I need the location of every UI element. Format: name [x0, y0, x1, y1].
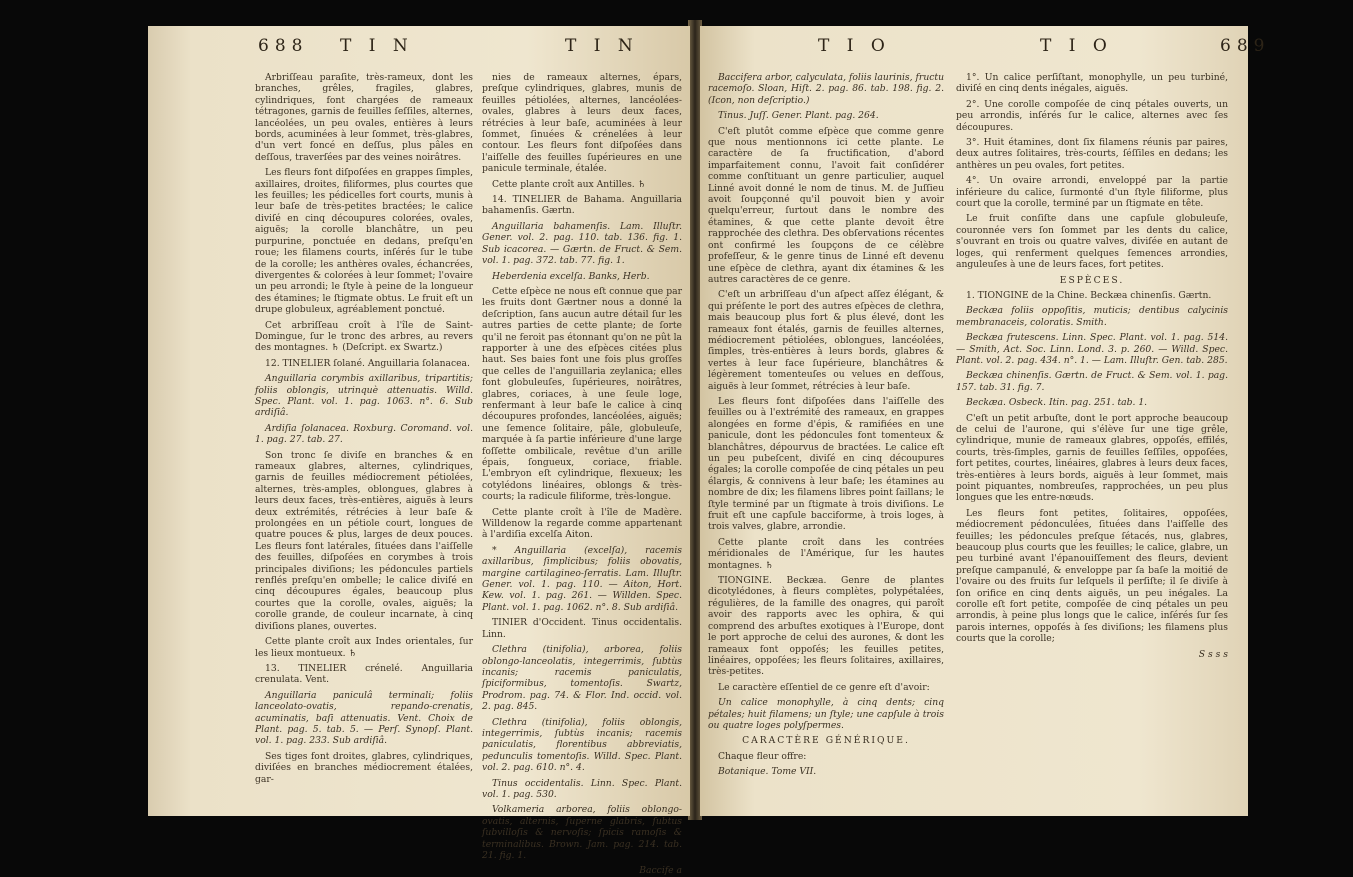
paragraph: Chaque fleur offre:: [718, 750, 807, 762]
paragraph: TIONGINE. Beckæa. Genre de plantes dicotylédones, à fleurs complètes, polypétalées, régulières, de la famille des onagres, qui paroît avoir des rapports avec les ophira, & qui comprend des arbuſtes exotiques à l'Europe, dont le port approche de celui des aurones, & dont les rameaux font oppoſés; les feuilles petites, linéaires, oppoſées; les fleurs ſolitaires, axillaires, très-petites.: [708, 575, 944, 678]
paragraph: Les fleurs font diſpoſées en grappes ſimples, axillaires, droites, filiformes, plus courtes que les feuilles; les pédicelles fort courts, munis à leur baſe de très-petites bractées; le calice diviſé en cinq découpures colorées, ovales, aiguës; la corolle blanchâtre, un peu purpurine, ponctuée en dedans, preſqu'en roue; les filamens courts, inſérés ſur le tube de la corolle; les anthères ovales, échancrées, divergentes & colorées à leur ſommet; l'ovaire un peu arrondi; le ſtyle à peine de la longueur des étamines; le ſtigmate obtus. Le fruit eſt un drupe globuleux, agréablement ponctué.: [255, 167, 473, 316]
left-page-column-1: [255, 72, 473, 785]
paragraph: Les fleurs font diſpoſées dans l'aiſſelle des feuilles ou à l'extrémité des rameaux, en grappes alongées en forme d'épis, & ramifiées en une panicule, dont les pédoncules font tomenteux & blanchâtres, dépourvus de bractées. Le calice eſt un peu pubeſcent, diviſé en cinq découpures égales; la corolle compoſée de cinq pétales un peu élargis, & connivens à leur baſe; les étamines au nombre de dix; les filamens libres point ſaillans; le ſtyle terminé par un ſtigmate à trois diviſions. Le fruit eſt une capſule bacciforme, à trois loges, à trois valves, glabre, arrondie.: [708, 395, 944, 533]
citation: Clethra (tinifolia), foliis oblongis, integerrimis, ſubtùs incanis; racemis paniculatis, florentibus abbreviatis, pedunculis tomentoſis. Willd. Spec. Plant. vol. 2. pag. 610. n°. 4.: [482, 716, 682, 774]
paragraph: Un calice monophylle, à cinq dents; cinq pétales; huit filamens; un ſtyle; une capſule à trois ou quatre loges polyſpermes.: [708, 697, 944, 731]
paragraph: Ses tiges font droites, glabres, cylindriques, diviſées en branches médiocrement étalées, gar-: [255, 750, 473, 785]
paragraph: C'eſt un arbriſſeau d'un aſpect aſſez élégant, & qui préſente le port des autres eſpèces de clethra, mais beaucoup plus fort & plus élevé, dont les rameaux font étalés, garnis de feuilles alternes, médiocrement pétiolées, oblongues, lancéolées, ſimples, très-entières à leurs bords, glabres & vertes à leur face ſupérieure, blanchâtres & légèrement tomenteuſes ou velues en deſſous, aiguës à leur ſommet, rétrécies à leur baſe.: [708, 289, 944, 392]
entry-heading: 14. TINELIER de Bahama. Anguillaria bahamenſis. Gærtn.: [482, 194, 682, 217]
left-running-title-1: T I N: [340, 36, 414, 56]
paragraph: Cette plante croît à l'île de Madère. Willdenow la regarde comme appartenant à l'ardiſia excelſa Aiton.: [482, 506, 682, 541]
entry-heading: 1. TIONGINE de la Chine. Beckæa chinenſis. Gærtn.: [966, 289, 1212, 301]
paragraph: Les fleurs font petites, ſolitaires, oppoſées, médiocrement pédonculées, ſituées dans l'aiſſelle des feuilles; les pédoncules preſque ſétacés, nus, glabres, beaucoup plus courts que les feuilles; le calice, glabre, un peu turbiné avant l'épanouiſſement des fleurs, devient preſque campanulé, & enveloppe par ſa baſe la moitié de l'ovaire ou des fruits ſur leſquels il perſiſte; il ſe diviſe à ſon orifice en cinq dents aiguës, un peu inégales. La corolle eſt fort petite, compoſée de cinq pétales un peu arrondis, à peine plus longs que le calice, inſérés ſur ſes parois internes, oppoſés à ſes diviſions; les filamens plus courts que la corolle;: [956, 507, 1228, 645]
citation: Anguillaria paniculâ terminali; foliis lanceolato-ovatis, repando-crenatis, acuminatis, baſi attenuatis. Vent. Choix de Plant. pag. 5. tab. 5. — Perſ. Synopſ. Plant. vol. 1. pag. 233. Sub ardiſiâ.: [255, 689, 473, 747]
left-page-column-2: [482, 72, 682, 877]
left-running-title-2: T I N: [565, 36, 639, 56]
paragraph: 2°. Une corolle compoſée de cinq pétales ouverts, un peu arrondis, inſérés ſur le calice, alternes avec ſes découpures.: [956, 98, 1228, 133]
paragraph: Cette plante croît dans les contrées méridionales de l'Amérique, ſur les hautes montagnes. ♄: [708, 536, 944, 571]
paragraph: Le caractère eſſentiel de ce genre eſt d'avoir:: [718, 681, 930, 693]
right-running-title-2: T I O: [1040, 36, 1113, 56]
citation: Beckæa. Osbeck. Itin. pag. 251. tab. 1.: [966, 397, 1148, 409]
catchword: Baccife a: [639, 865, 682, 877]
signature-mark: S s s s: [1198, 648, 1228, 660]
paragraph: Cet arbriſſeau croît à l'île de Saint-Domingue, ſur le tronc des arbres, au revers des montagnes. ♄ (Deſcript. ex Swartz.): [255, 319, 473, 354]
right-running-title-1: T I O: [818, 36, 891, 56]
citation: Beckæa foliis oppoſitis, muticis; dentibus calycinis membranaceis, coloratis. Smith.: [956, 305, 1228, 328]
paragraph: C'eſt plutôt comme eſpèce que comme genre que nous mentionnons ici cette plante. Le caractère de ſa fructification, d'abord imparfaitement connu, l'avoit fait conſidérer comme conſtituant un genre particulier, auquel Linné avoit donné le nom de tinus. M. de Juſſieu avoit ſoupçonné qu'il pouvoit bien y avoir quelqu'erreur, ſurtout dans le nombre des étamines, & que cette plante devoit être rapprochée des clethra. Des obſervations récentes ont confirmé les ſoupçons de ce célèbre profeſſeur, & le genre tinus de Linné eſt devenu une eſpèce de clethra, ayant dix étamines & les autres caractères de ce genre.: [708, 125, 944, 285]
paragraph: 1°. Un calice perſiſtant, monophylle, un peu turbiné, diviſé en cinq dents inégales, aiguës.: [956, 72, 1228, 95]
right-page-column-1: [708, 72, 944, 778]
citation: Tinus occidentalis. Linn. Spec. Plant. vol. 1. pag. 530.: [482, 777, 682, 800]
paragraph: Cette plante croît aux Indes orientales, ſur les lieux montueux. ♄: [255, 636, 473, 659]
paragraph: nies de rameaux alternes, épars, preſque cylindriques, glabres, munis de feuilles pétiolées, alternes, lancéolées-ovales, glabres à leurs deux faces, rétrécies à leur baſe, acuminées à leur ſommet, ſinuées & crénelées à leur contour. Les fleurs font diſpoſées dans l'aiſſelle des feuilles ſupérieures en une panicule terminale, étalée.: [482, 72, 682, 175]
entry-heading: 12. TINELIER ſolané. Anguillaria ſolanacea.: [265, 357, 470, 369]
citation: Beckæa frutescens. Linn. Spec. Plant. vol. 1. pag. 514. — Smith, Act. Soc. Linn. Lond. 3. p. 260. — Willd. Spec. Plant. vol. 2. pag. 434. n°. 1. — Lam. Illuſtr. Gen. tab. 285.: [956, 332, 1228, 366]
citation: Baccifera arbor, calyculata, foliis laurinis, fructu racemoſo. Sloan, Hiſt. 2. pag. 86. tab. 198. fig. 2. (Icon, non deſcriptio.): [708, 72, 944, 106]
citation: Volkameria arborea, foliis oblongo-ovatis, alternis, ſuperne glabris, ſubtus ſubvilloſis & nervoſis; ſpicis ramoſis & terminalibus. Brown. Jam. pag. 214. tab. 21. fig. 1.: [482, 804, 682, 861]
section-heading: CARACTÈRE GÉNÉRIQUE.: [742, 735, 910, 747]
paragraph: 3°. Huit étamines, dont ſix filamens réunis par paires, deux autres ſolitaires, très-courts, ſéſſiles en dedans; les anthères un peu ovales, fort petites.: [956, 137, 1228, 171]
left-page-number: 688: [258, 36, 309, 56]
citation: Tinus. Juſſ. Gener. Plant. pag. 264.: [718, 110, 879, 122]
section-heading: ESPÈCES.: [1059, 274, 1125, 286]
citation: Ardiſia ſolanacea. Roxburg. Coromand. vol. 1. pag. 27. tab. 27.: [255, 422, 473, 446]
paragraph: Cette eſpèce ne nous eſt connue que par les fruits dont Gærtner nous a donné la deſcription, ſans aucun autre détail ſur les autres parties de cette plante; de ſorte qu'il ne feroit pas étonnant qu'on ne pût la rapporter à une des eſpèces citées plus haut. Ses baies font une fois plus groſſes que celles de l'anguillaria zeylanica; elles font globuleuſes, ſupérieures, noirâtres, glabres, coriaces, à une ſeule loge, renfermant à leur baſe le calice à cinq découpures profondes, lancéolées, aiguës; une ſemence ſolitaire, pâle, globuleuſe, marquée à ſa partie inférieure d'une large foſſette ombilicale, revêtue d'un arille épais, ſongueux, coriace, friable. L'embryon eſt cylindrique, flexueux; les cotylédons linéaires, oblongs & très-courts; la radicule filiforme, très-longue.: [482, 285, 682, 503]
paragraph: 4°. Un ovaire arrondi, enveloppé par la partie inférieure du calice, ſurmonté d'un ſtyle filiforme, plus court que la corolle, terminé par un ſtigmate en tête.: [956, 175, 1228, 210]
paragraph: Arbriſſeau paraſite, très-rameux, dont les branches, grêles, fragiles, glabres, cylindriques, font chargées de rameaux tétragones, garnis de feuilles ſeſſiles, alternes, lancéolées, un peu ovales, entières à leurs bords, acuminées à leur ſommet, très-glabres, d'un vert foncé en deſſus, plus pâles en deſſous, traverſées par des veines noirâtres.: [255, 72, 473, 163]
citation: Beckæa chinenſis. Gærtn. de Fruct. & Sem. vol. 1. pag. 157. tab. 31. fig. 7.: [956, 370, 1228, 393]
paragraph: Le fruit conſiſte dans une capſule globuleuſe, couronnée vers ſon ſommet par les dents du calice, s'ouvrant en trois ou quatre valves, diviſée en autant de loges, qui renferment quelques ſemences arrondies, anguleuſes à une de leurs faces, fort petites.: [956, 213, 1228, 271]
right-page-column-2: [956, 72, 1228, 772]
entry-heading: 13. TINELIER crénelé. Anguillaria crenulata. Vent.: [255, 662, 473, 686]
citation: Heberdenia excelſa. Banks, Herb.: [492, 270, 650, 282]
paragraph: C'eſt un petit arbuſte, dont le port approche beaucoup de celui de l'aurone, qui s'élève ſur une tige grêle, cylindrique, munie de rameaux glabres, oppoſés, effilés, courts, très-ſimples, garnis de feuilles ſeſſiles, oppoſées, fort petites, courtes, linéaires, glabres à leurs deux faces, très-entières à leurs bords, aiguës à leur ſommet, mais point piquantes, nombreuſes, rapprochées, un peu plus longues que les entre-nœuds.: [956, 412, 1228, 504]
paragraph: Son tronc ſe diviſe en branches & en rameaux glabres, alternes, cylindriques, garnis de feuilles médiocrement pétiolées, alternes, très-amples, oblongues, glabres à leurs deux faces, très-entières, aiguës à leurs deux extrémités, rétrécies à leur baſe & prolongées en un pétiole court, longues de quatre pouces & plus, larges de deux pouces. Les fleurs font latérales, ſituées dans l'aiſſelle des feuilles, diſpoſées en corymbes à trois principales diviſions; les pédoncules partiels renflés preſqu'en ombelle; le calice diviſé en cinq découpures égales, beaucoup plus courtes que la corolle, ovales, aiguës; la corolle grande, de couleur incarnate, à cinq diviſions planes, ouvertes.: [255, 449, 473, 632]
right-page-number: 689: [1220, 36, 1271, 56]
entry-heading: TINIER d'Occident. Tinus occidentalis. Linn.: [482, 617, 682, 640]
citation: * Anguillaria (excelſa), racemis axillaribus, ſimplicibus; foliis obovatis, margine cartilagineo-ſerratis. Lam. Illuſtr. Gener. vol. 1. pag. 110. — Aiton, Hort. Kew. vol. 1. pag. 261. — Willden. Spec. Plant. vol. 1. pag. 1062. n°. 8. Sub ardiſiâ.: [482, 544, 682, 613]
citation: Anguillaria bahamenſis. Lam. Illuſtr. Gener. vol. 2. pag. 110. tab. 136. fig. 1. Sub icacorea. — Gærtn. de Fruct. & Sem. vol. 1. pag. 372. tab. 77. fig. 1.: [482, 220, 682, 267]
citation: Anguillaria corymbis axillaribus, tripartitis; foliis oblongis, utrinquè attenuatis. Willd. Spec. Plant. vol. 1. pag. 1063. n°. 6. Sub ardiſiâ.: [255, 373, 473, 419]
paragraph: Cette plante croît aux Antilles. ♄: [492, 178, 646, 190]
footer-volume: Botanique. Tome VII.: [718, 766, 817, 778]
citation: Clethra (tinifolia), arborea, foliis oblongo-lanceolatis, integerrimis, ſubtùs incanis; racemis paniculatis, ſpiciformibus, tomentoſis. Swartz, Prodrom. pag. 74. & Flor. Ind. occid. vol. 2. pag. 845.: [482, 644, 682, 713]
